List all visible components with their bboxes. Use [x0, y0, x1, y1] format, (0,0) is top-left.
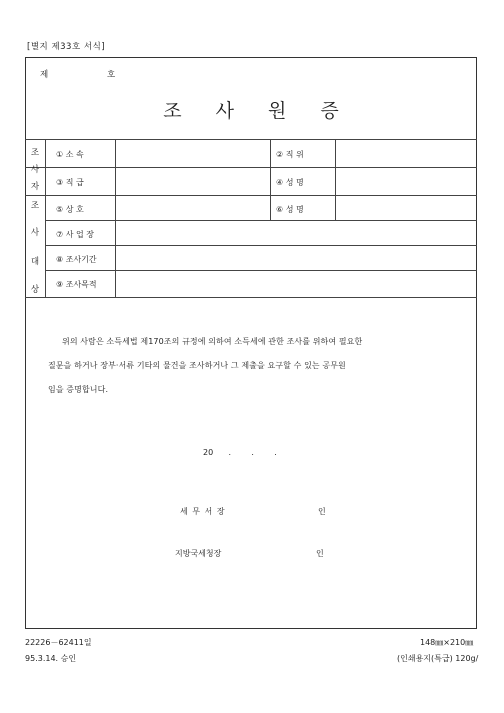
field-label-name: ④ 성 명 [276, 178, 304, 187]
side-label-divider [45, 139, 46, 297]
footer-code: 22226－62411일 [25, 638, 92, 647]
side-label-inspector-3: 자 [30, 182, 40, 192]
label-column-divider-right [335, 139, 336, 220]
row-divider [45, 270, 477, 271]
side-label-target-4: 상 [30, 285, 40, 295]
row-divider [45, 245, 477, 246]
table-top-border [25, 139, 477, 140]
field-label-period: ⑧ 조사기간 [56, 255, 97, 264]
form-number-label: [별지 제33호 서식] [27, 42, 106, 52]
field-label-rank: ③ 직 급 [56, 178, 84, 187]
doc-number-suffix: 호 [107, 70, 116, 80]
signature-title-regional-office: 지방국세청장 [175, 549, 222, 558]
field-label-affiliation: ① 소 속 [56, 150, 84, 159]
certification-text-line-3: 임을 증명합니다. [48, 385, 109, 394]
certification-text-line-1: 위의 사람은 소득세법 제170조의 규정에 의하여 소득세에 관한 조사를 위하여 필요한 [62, 337, 363, 346]
field-label-business-name: ⑤ 상 호 [56, 205, 84, 214]
field-label-business-place: ⑦ 사 업 장 [56, 230, 94, 239]
label-column-divider [115, 139, 116, 297]
row-divider [25, 167, 477, 168]
field-label-rep-name: ⑥ 성 명 [276, 205, 304, 214]
row-divider [45, 220, 477, 221]
seal-mark-regional-office: 인 [316, 549, 324, 558]
side-label-target-3: 대 [30, 257, 40, 267]
side-label-inspector-1: 조 [30, 148, 40, 158]
doc-number-prefix: 제 [40, 70, 49, 80]
footer-paper-spec: (인쇄용지(특급) 120g/ [397, 654, 479, 663]
certification-text-line-2: 질문을 하거나 장부·서류 기타의 물건을 조사하거나 그 제출을 요구할 수 있는 공무원 [48, 361, 346, 370]
middle-column-divider [270, 139, 271, 220]
table-bottom-border [25, 297, 477, 298]
side-label-target-1: 조 [30, 201, 40, 211]
seal-mark-tax-office: 인 [318, 507, 326, 516]
field-label-position: ② 직 위 [276, 150, 304, 159]
field-label-purpose: ⑨ 조사목적 [56, 280, 97, 289]
signature-title-tax-office: 세 무 서 장 [180, 507, 226, 516]
row-divider [25, 195, 477, 196]
side-label-target-2: 사 [30, 228, 40, 238]
footer-approval: 95.3.14. 승인 [25, 654, 77, 663]
footer-paper-size: 148㎜×210㎜ [420, 638, 474, 647]
side-label-inspector-2: 사 [30, 165, 40, 175]
page-title: 조사원증 [163, 100, 373, 122]
issue-date: 20 . . . [203, 448, 277, 457]
